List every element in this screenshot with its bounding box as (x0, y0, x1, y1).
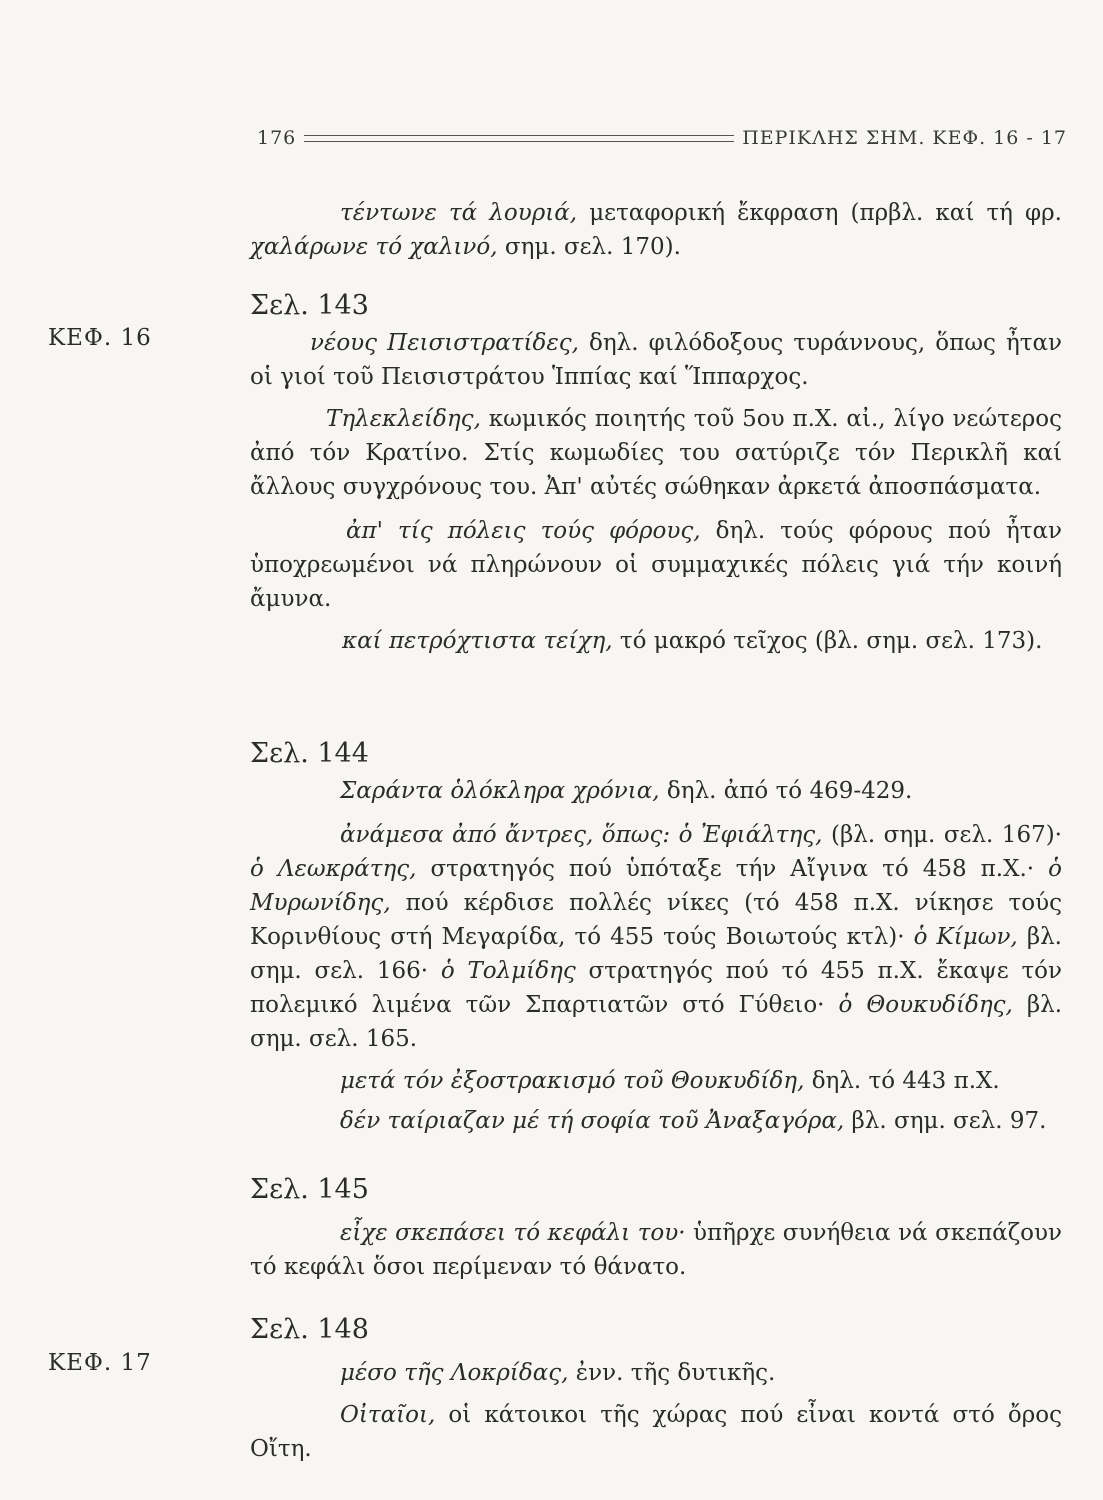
note-paragraph (250, 402, 1062, 504)
header-double-rule (304, 135, 734, 142)
note-paragraph (250, 1104, 1062, 1138)
note-text: δηλ. φιλόδοξους τυράννους, ὅπως ἦταν οἱ γιοί τοῦ Πεισιστράτου Ἱππίας καί Ἵππαρχος. (250, 330, 1062, 390)
note-paragraph (250, 1398, 1062, 1466)
note-term: καί πετρόχτιστα τείχη, (342, 628, 613, 654)
section-144 (250, 734, 1062, 1138)
note-paragraph (250, 818, 1062, 1056)
note-paragraph (250, 1064, 1062, 1098)
section-143 (250, 286, 1062, 658)
section-heading: Σελ. 143 (250, 290, 369, 321)
note-term: ἀνάμεσα ἀπό ἄντρες, ὅπως: ὁ Ἐφιάλτης, (340, 822, 823, 848)
running-header (257, 118, 1067, 158)
note-paragraph (250, 1356, 1062, 1390)
margin-note-kef16: ΚΕΦ. 16 (48, 325, 152, 351)
note-text: μεταφορική ἔκφραση (πρβλ. καί τή φρ. (577, 200, 1062, 226)
note-text: οἱ κάτοικοι τῆς χώρας πού εἶναι κοντά στό ὄρος Οἴτη. (250, 1402, 1062, 1462)
section-heading: Σελ. 145 (250, 1174, 369, 1205)
section-heading: Σελ. 148 (250, 1314, 369, 1345)
note-text: δηλ. τούς φόρους πού ἦταν ὑποχρεωμένοι νά πληρώνουν οἱ συμμαχικές πόλεις γιά τήν κοινή ἄμυνα. (250, 518, 1062, 612)
note-term: ὁ Τολμίδης (440, 958, 576, 984)
note-term: ὁ Θουκυδίδης, (838, 992, 1013, 1018)
note-term: Οἰταῖοι, (340, 1402, 436, 1428)
note-text: ἐνν. τῆς δυτικῆς. (568, 1360, 776, 1386)
note-term: χαλάρωνε τό χαλινό, (250, 234, 498, 260)
note-text: βλ. σημ. σελ. 97. (844, 1108, 1047, 1134)
note-term: τέντωνε τά λουριά, (340, 200, 578, 226)
note-text: δηλ. ἀπό τό 469-429. (659, 778, 913, 804)
margin-note-kef17: ΚΕΦ. 17 (48, 1350, 152, 1376)
note-text: (βλ. σημ. σελ. 167)· (822, 822, 1062, 848)
note-term: ὁ Μυρωνίδης, (250, 856, 1062, 916)
note-text: σημ. σελ. 170). (497, 234, 681, 260)
running-title: ΠΕΡΙΚΛΗΣ ΣΗΜ. ΚΕΦ. 16 - 17 (742, 127, 1067, 149)
note-text: βλ. σημ. σελ. 166· (250, 924, 1062, 984)
note-paragraph (250, 514, 1062, 616)
note-paragraph (250, 624, 1062, 658)
note-paragraph (250, 774, 1062, 808)
note-term: δέν ταίριαζαν μέ τή σοφία τοῦ Ἀναξαγόρα, (340, 1108, 845, 1134)
note-term: ὁ Λεωκράτης, (250, 856, 417, 882)
note-term: Σαράντα ὁλόκληρα χρόνια, (340, 778, 660, 804)
note-text: κωμικός ποιητής τοῦ 5ου π.Χ. αἰ., λίγο νεώτερος ἀπό τόν Κρατίνο. Στίς κωμωδίες του σατύριζε τόν Περικλῆ καί ἄλλους συγχρόνους του. Ἀπ' αὐτές σώθηκαν ἀρκετά ἀποσπάσματα. (250, 406, 1062, 500)
page-number: 176 (257, 127, 297, 149)
note-text: τό μακρό τεῖχος (βλ. σημ. σελ. 173). (612, 628, 1043, 654)
section-145 (250, 1170, 1062, 1284)
note-paragraph (250, 326, 1062, 394)
note-text: στρατηγός πού τό 455 π.Χ. ἔκαψε τόν πολεμικό λιμένα τῶν Σπαρτιατῶν στό Γύθειο· (250, 958, 1062, 1018)
note-paragraph (250, 196, 1062, 264)
note-text: βλ. σημ. σελ. 165. (250, 992, 1063, 1052)
note-text: στρατηγός πού ὑπόταξε τήν Αἴγινα τό 458 π.Χ.· (416, 856, 1049, 882)
note-text: πού κέρδισε πολλές νίκες (τό 458 π.Χ. νίκησε τούς Κορινθίους στή Μεγαρίδα, τό 455 τούς Βοιωτούς κτλ)· (250, 890, 1062, 950)
note-term: ὁ Κίμων, (913, 924, 1018, 950)
section-heading: Σελ. 144 (250, 738, 369, 769)
note-term: μετά τόν ἐξοστρακισμό τοῦ Θουκυδίδη, (340, 1068, 805, 1094)
note-text: δηλ. τό 443 π.Χ. (804, 1068, 1000, 1094)
note-term: μέσο τῆς Λοκρίδας, (340, 1360, 569, 1386)
note-term: Τηλεκλείδης, (326, 406, 481, 432)
note-term: ἀπ' τίς πόλεις τούς φόρους, (346, 518, 701, 544)
note-paragraph (250, 1216, 1062, 1284)
intro-block (250, 196, 1062, 264)
note-term: νέους Πεισιστρατίδες, (310, 330, 579, 356)
note-term: εἶχε σκεπάσει τό κεφάλι του· (340, 1220, 686, 1246)
section-148 (250, 1310, 1062, 1466)
note-text: ὑπῆρχε συνήθεια νά σκεπάζουν τό κεφάλι ὅσοι περίμεναν τό θάνατο. (250, 1220, 1062, 1280)
